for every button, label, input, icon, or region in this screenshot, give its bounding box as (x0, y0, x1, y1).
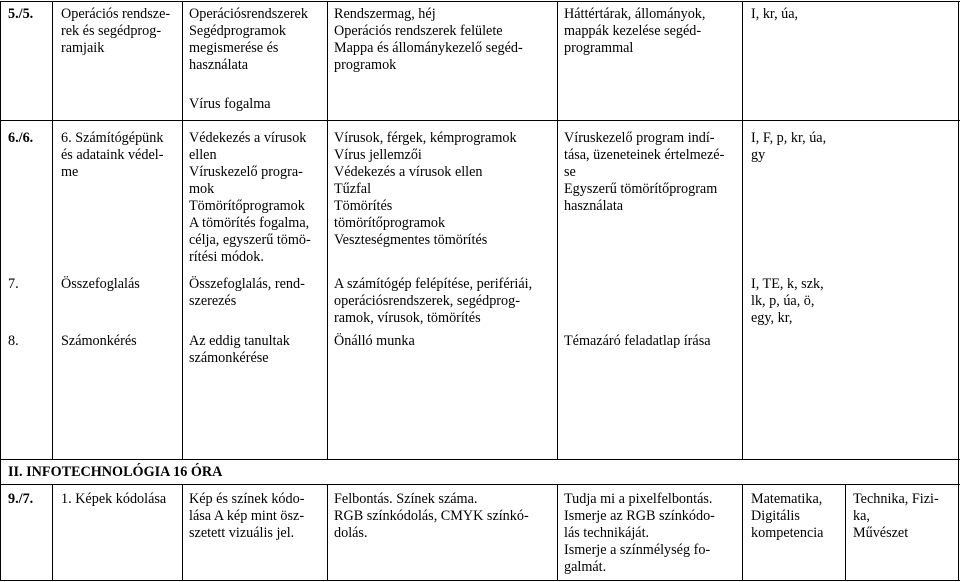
row-divider-6 (0, 120, 960, 121)
row-skills: Háttértárak, állományok, mappák kezelése segéd- programmal (564, 6, 706, 56)
section-row-skills: Tudja mi a pixelfelbontás. Ismerje az RGB színkódo- lás technikáját. Ismerje a színmélység fo- galmát. (564, 491, 715, 575)
row-topic: 6. Számítógépünk és adataink védel- me (61, 130, 164, 180)
row-methods: I, kr, úa, (751, 6, 799, 22)
section-row-concepts: Felbontás. Színek száma. RGB színkódolás, CMYK színkó- dolás. (334, 491, 529, 541)
col-divider-1 (52, 1, 53, 459)
section-row-divider-2 (182, 484, 183, 580)
row-topic: Operációs rendsze- rek és segédprog- ramjaik (61, 6, 171, 56)
section-row-topic: 1. Képek kódolása (61, 491, 167, 507)
section-row-links: Technika, Fizi- ka, Művészet (853, 491, 939, 541)
col-divider-0 (0, 1, 1, 459)
section-col-divider-end (958, 459, 959, 580)
col-divider-2 (182, 1, 183, 459)
section-col-divider-0 (0, 459, 1, 580)
row-skills: Víruskezelő program indí- tása, üzeneteinek értelmezé- se Egyszerű tömörítőprogram használata (564, 130, 725, 214)
section-row-divider-3 (327, 484, 328, 580)
section-title-top-border (0, 459, 960, 460)
section-title: II. INFOTECHNOLÓGIA 16 ÓRA (8, 464, 223, 480)
col-divider-6 (958, 1, 959, 459)
section-row-divider-5 (742, 484, 743, 580)
row-content: Védekezés a vírusok ellen Víruskezelő progra- mok Tömörítőprogramok A tömörítés fogalma, célja, egyszerű tömö- rítési módok. (189, 130, 311, 265)
row-number: 6./6. (8, 130, 34, 146)
row-content: Összefoglalás, rend- szerezés (189, 276, 305, 309)
col-divider-3 (327, 1, 328, 459)
row-concepts: A számítógép felépítése, perifériái, operációsrendszerek, segédprog- ramok, vírusok, tömörítés (334, 276, 533, 326)
section-row-content: Kép és színek kódo- lása A kép mint ösz- szetett vizuális jel. (189, 491, 305, 541)
row-skills: Témazáró feladatlap írása (564, 333, 711, 349)
section-row-competence: Matematika, Digitális kompetencia (751, 491, 824, 541)
table-bottom-border (0, 580, 960, 581)
row-concepts: Rendszermag, héj Operációs rendszerek felülete Mappa és állománykezelő segéd- programok (334, 6, 523, 73)
row-methods: I, TE, k, szk, lk, p, úa, ö, egy, kr, (751, 276, 824, 326)
section-row-divider-4 (557, 484, 558, 580)
section-title-bottom-border (0, 484, 960, 485)
row-content: Operációsrendszerek Segédprogramok megismerése és használata (189, 6, 308, 73)
row-content: Az eddig tanultak számonkérése (189, 333, 290, 366)
row-concepts: Vírusok, férgek, kémprogramok Vírus jellemzői Védekezés a vírusok ellen Tűzfal Tömörítés tömörítőprogramok Veszteségmentes tömörítés (334, 130, 517, 248)
section-row-divider-1 (52, 484, 53, 580)
row-number: 8. (8, 333, 19, 349)
table-top-border (0, 1, 960, 2)
row-content-extra: Vírus fogalma (189, 96, 271, 112)
row-number: 5./5. (8, 6, 34, 22)
row-methods: I, F, p, kr, úa, gy (751, 130, 827, 163)
col-divider-4 (557, 1, 558, 459)
row-concepts: Önálló munka (334, 333, 415, 349)
row-topic: Összefoglalás (61, 276, 140, 292)
row-number: 7. (8, 276, 19, 292)
section-row-divider-6 (845, 484, 846, 580)
col-divider-5 (742, 1, 743, 459)
section-row-number: 9./7. (8, 491, 34, 507)
row-topic: Számonkérés (61, 333, 137, 349)
